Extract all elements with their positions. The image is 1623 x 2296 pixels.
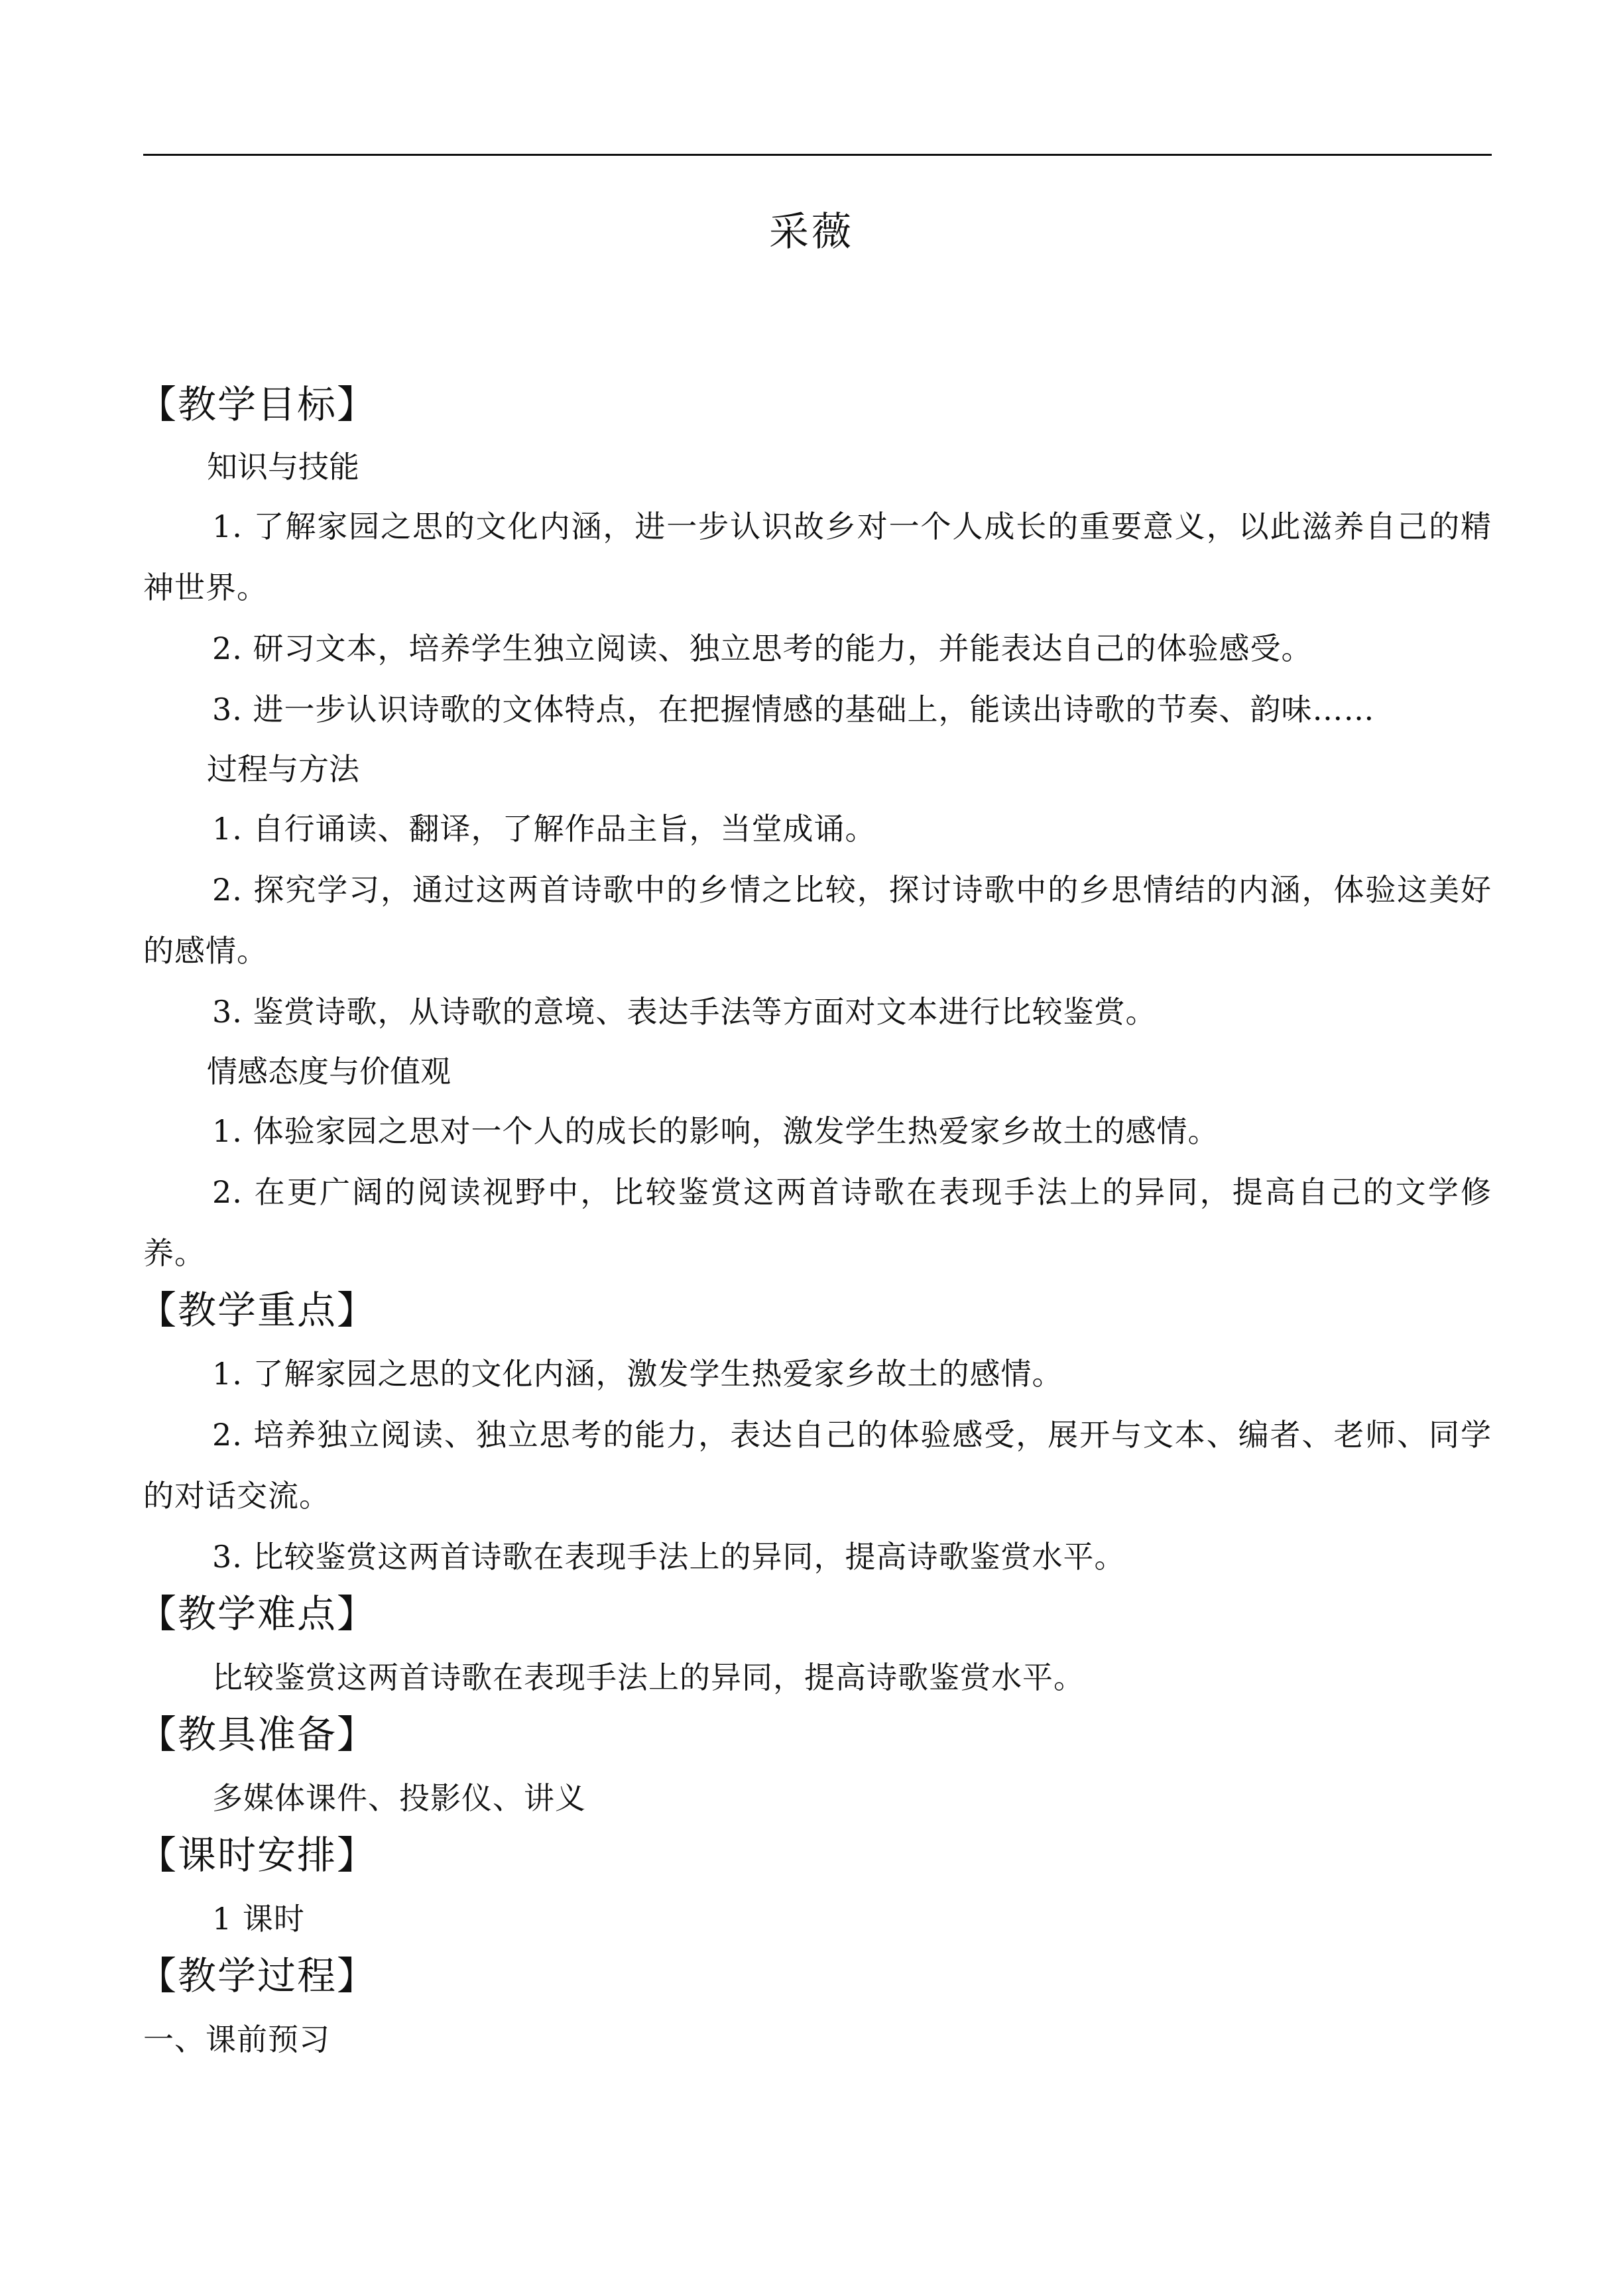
emotion-label: 情感态度与价值观 (207, 1054, 451, 1089)
knowledge-label: 知识与技能 (207, 449, 359, 485)
key-point-item: 1. 了解家园之思的文化内涵，激发学生热爱家乡故土的感情。 (212, 1356, 1063, 1392)
key-point-item: 3. 比较鉴赏这两首诗歌在表现手法上的异同，提高诗歌鉴赏水平。 (212, 1539, 1126, 1575)
emotion-item: 1. 体验家园之思对一个人的成长的影响，激发学生热爱家乡故土的感情。 (212, 1113, 1219, 1149)
difficulties-text: 比较鉴赏这两首诗歌在表现手法上的异同，提高诗歌鉴赏水平。 (212, 1660, 1085, 1695)
key-points-heading: 【教学重点】 (138, 1288, 377, 1333)
objectives-heading: 【教学目标】 (138, 382, 377, 427)
tools-heading: 【教具准备】 (138, 1712, 377, 1757)
process-method-label: 过程与方法 (207, 751, 359, 787)
header-rule (143, 154, 1492, 156)
schedule-heading: 【课时安排】 (138, 1833, 377, 1878)
process-method-item: 1. 自行诵读、翻译，了解作品主旨，当堂成诵。 (212, 811, 876, 847)
emotion-item: 2. 在更广阔的阅读视野中，比较鉴赏这两首诗歌在表现手法上的异同，提高自己的文学修养。 (143, 1174, 1492, 1271)
tools-text: 多媒体课件、投影仪、讲义 (212, 1780, 586, 1816)
difficulties-heading: 【教学难点】 (138, 1591, 377, 1636)
knowledge-item: 2. 研习文本，培养学生独立阅读、独立思考的能力，并能表达自己的体验感受。 (212, 631, 1313, 666)
schedule-text: 1 课时 (212, 1901, 305, 1937)
teaching-process-heading: 【教学过程】 (138, 1953, 377, 1998)
key-point-item: 2. 培养独立阅读、独立思考的能力，表达自己的体验感受，展开与文本、编者、老师、同学的对话交流。 (143, 1417, 1492, 1514)
document-body (138, 378, 1492, 2070)
process-step-title: 一、课前预习 (143, 2022, 330, 2057)
document-title: 采薇 (769, 209, 854, 255)
process-method-item: 3. 鉴赏诗歌，从诗歌的意境、表达手法等方面对文本进行比较鉴赏。 (212, 994, 1157, 1030)
knowledge-item: 1. 了解家园之思的文化内涵，进一步认识故乡对一个人成长的重要意义，以此滋养自己的精神世界。 (143, 509, 1492, 605)
knowledge-item: 3. 进一步认识诗歌的文体特点，在把握情感的基础上，能读出诗歌的节奏、韵味…… (212, 692, 1375, 727)
process-method-item: 2. 探究学习，通过这两首诗歌中的乡情之比较，探讨诗歌中的乡思情结的内涵，体验这美好的感情。 (143, 872, 1492, 969)
